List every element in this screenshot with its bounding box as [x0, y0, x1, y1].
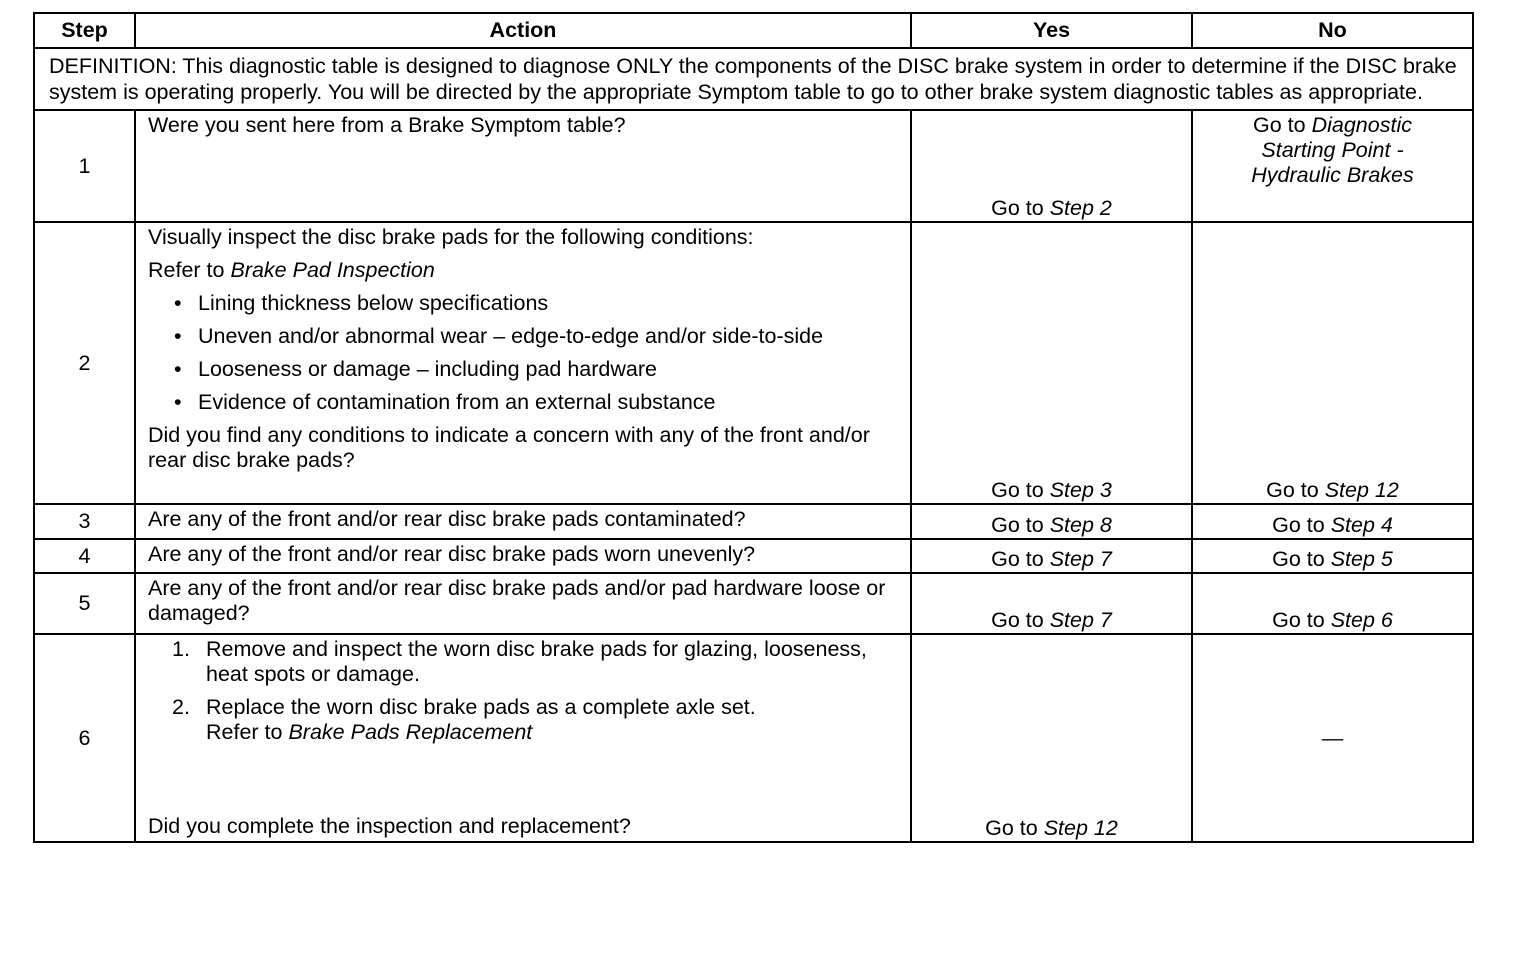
- no-cell: [1192, 222, 1473, 504]
- goto-prefix: Go to: [1272, 513, 1325, 537]
- goto-prefix: Go to: [991, 196, 1044, 220]
- refer-line: [148, 258, 904, 283]
- no-cell: [1192, 634, 1473, 842]
- bullet-icon: •: [174, 357, 182, 381]
- goto-prefix: Go to: [991, 513, 1044, 537]
- yes-target-link[interactable]: Step 2: [1049, 196, 1112, 220]
- step-number: 1: [34, 110, 135, 222]
- no-cell: [1192, 504, 1473, 539]
- yes-cell: [911, 504, 1192, 539]
- goto-prefix: Go to: [991, 478, 1044, 502]
- refer-link[interactable]: Brake Pads Replacement: [288, 720, 533, 744]
- yes-cell: [911, 573, 1192, 634]
- action-cell: [135, 634, 911, 842]
- no-target-link[interactable]: Step 4: [1330, 513, 1393, 537]
- yes-cell: [911, 539, 1192, 573]
- procedure-list: [148, 637, 904, 745]
- definition-text: DEFINITION: This diagnostic table is designed to diagnose ONLY the components of the DISC brake system in order to determine if the DISC brake system is operating properly. You will be directed by the appropriate Symptom table to go to other brake system diagnostic tables as appropriate.: [34, 48, 1473, 110]
- header-action: Action: [135, 13, 911, 48]
- refer-prefix: Refer to: [206, 720, 283, 744]
- action-cell: [135, 110, 911, 222]
- list-item: 1. Remove and inspect the worn disc brake pads for glazing, looseness, heat spots or damage.: [172, 637, 867, 686]
- no-cell: [1192, 539, 1473, 573]
- question-text: Are any of the front and/or rear disc brake pads contaminated?: [148, 507, 746, 531]
- bullet-icon: •: [174, 291, 182, 315]
- yes-cell: [911, 222, 1192, 504]
- question-text: Were you sent here from a Brake Symptom table?: [148, 113, 626, 137]
- step-number: 6: [34, 634, 135, 842]
- goto-prefix: Go to: [1266, 478, 1319, 502]
- step-number: 4: [34, 539, 135, 573]
- question-text: Are any of the front and/or rear disc brake pads and/or pad hardware loose or damaged?: [148, 576, 886, 625]
- list-item: • Evidence of contamination from an external substance: [174, 390, 716, 414]
- question-text: Are any of the front and/or rear disc brake pads worn unevenly?: [148, 542, 756, 566]
- no-cell: [1192, 573, 1473, 634]
- question-text: Did you complete the inspection and replacement?: [148, 814, 631, 838]
- action-cell: [135, 539, 911, 573]
- yes-target-link[interactable]: Step 7: [1049, 608, 1112, 632]
- no-cell: [1192, 110, 1473, 222]
- intro-text: Visually inspect the disc brake pads for the following conditions:: [148, 225, 754, 249]
- table-row-step-3: [34, 504, 1473, 539]
- yes-cell: [911, 634, 1192, 842]
- bullet-icon: •: [174, 390, 182, 414]
- yes-target-link[interactable]: Step 7: [1049, 547, 1112, 571]
- list-item: • Lining thickness below specifications: [174, 291, 549, 315]
- condition-list: [148, 291, 904, 415]
- refer-link[interactable]: Brake Pad Inspection: [230, 258, 435, 282]
- definition-row: [34, 48, 1473, 110]
- action-cell: [135, 573, 911, 634]
- yes-target-link[interactable]: Step 12: [1043, 816, 1118, 840]
- action-cell: [135, 222, 911, 504]
- table-row-step-2: [34, 222, 1473, 504]
- no-target-link[interactable]: Step 6: [1330, 608, 1393, 632]
- list-item: • Uneven and/or abnormal wear – edge-to-edge and/or side-to-side: [174, 324, 824, 348]
- goto-prefix: Go to: [991, 608, 1044, 632]
- diagnostic-table: [33, 12, 1474, 843]
- header-step: Step: [34, 13, 135, 48]
- action-cell: [135, 504, 911, 539]
- table-row-step-1: [34, 110, 1473, 222]
- step-number: 5: [34, 573, 135, 634]
- refer-prefix: Refer to: [148, 258, 225, 282]
- header-no: No: [1192, 13, 1473, 48]
- header-yes: Yes: [911, 13, 1192, 48]
- question-text: Did you find any conditions to indicate a concern with any of the front and/or rear disc brake pads?: [148, 423, 870, 472]
- no-target-link[interactable]: Step 12: [1324, 478, 1399, 502]
- goto-prefix: Go to: [1253, 113, 1306, 137]
- step-number: 2: [34, 222, 135, 504]
- goto-prefix: Go to: [991, 547, 1044, 571]
- goto-prefix: Go to: [1272, 547, 1325, 571]
- table-row-step-6: [34, 634, 1473, 842]
- no-dash: —: [1321, 725, 1344, 750]
- table-row-step-5: [34, 573, 1473, 634]
- table-row-step-4: [34, 539, 1473, 573]
- list-item: • Looseness or damage – including pad hardware: [174, 357, 657, 381]
- no-target-link[interactable]: Step 5: [1330, 547, 1393, 571]
- goto-prefix: Go to: [1272, 608, 1325, 632]
- goto-prefix: Go to: [985, 816, 1038, 840]
- header-row: [34, 13, 1473, 48]
- yes-cell: [911, 110, 1192, 222]
- yes-target-link[interactable]: Step 8: [1049, 513, 1112, 537]
- no-target-link[interactable]: Diagnostic Starting Point - Hydraulic Brakes: [1251, 113, 1414, 187]
- list-item: 2. Replace the worn disc brake pads as a complete axle set. Refer to Brake Pads Replacement: [172, 695, 756, 744]
- bullet-icon: •: [174, 324, 182, 348]
- yes-target-link[interactable]: Step 3: [1049, 478, 1112, 502]
- step-number: 3: [34, 504, 135, 539]
